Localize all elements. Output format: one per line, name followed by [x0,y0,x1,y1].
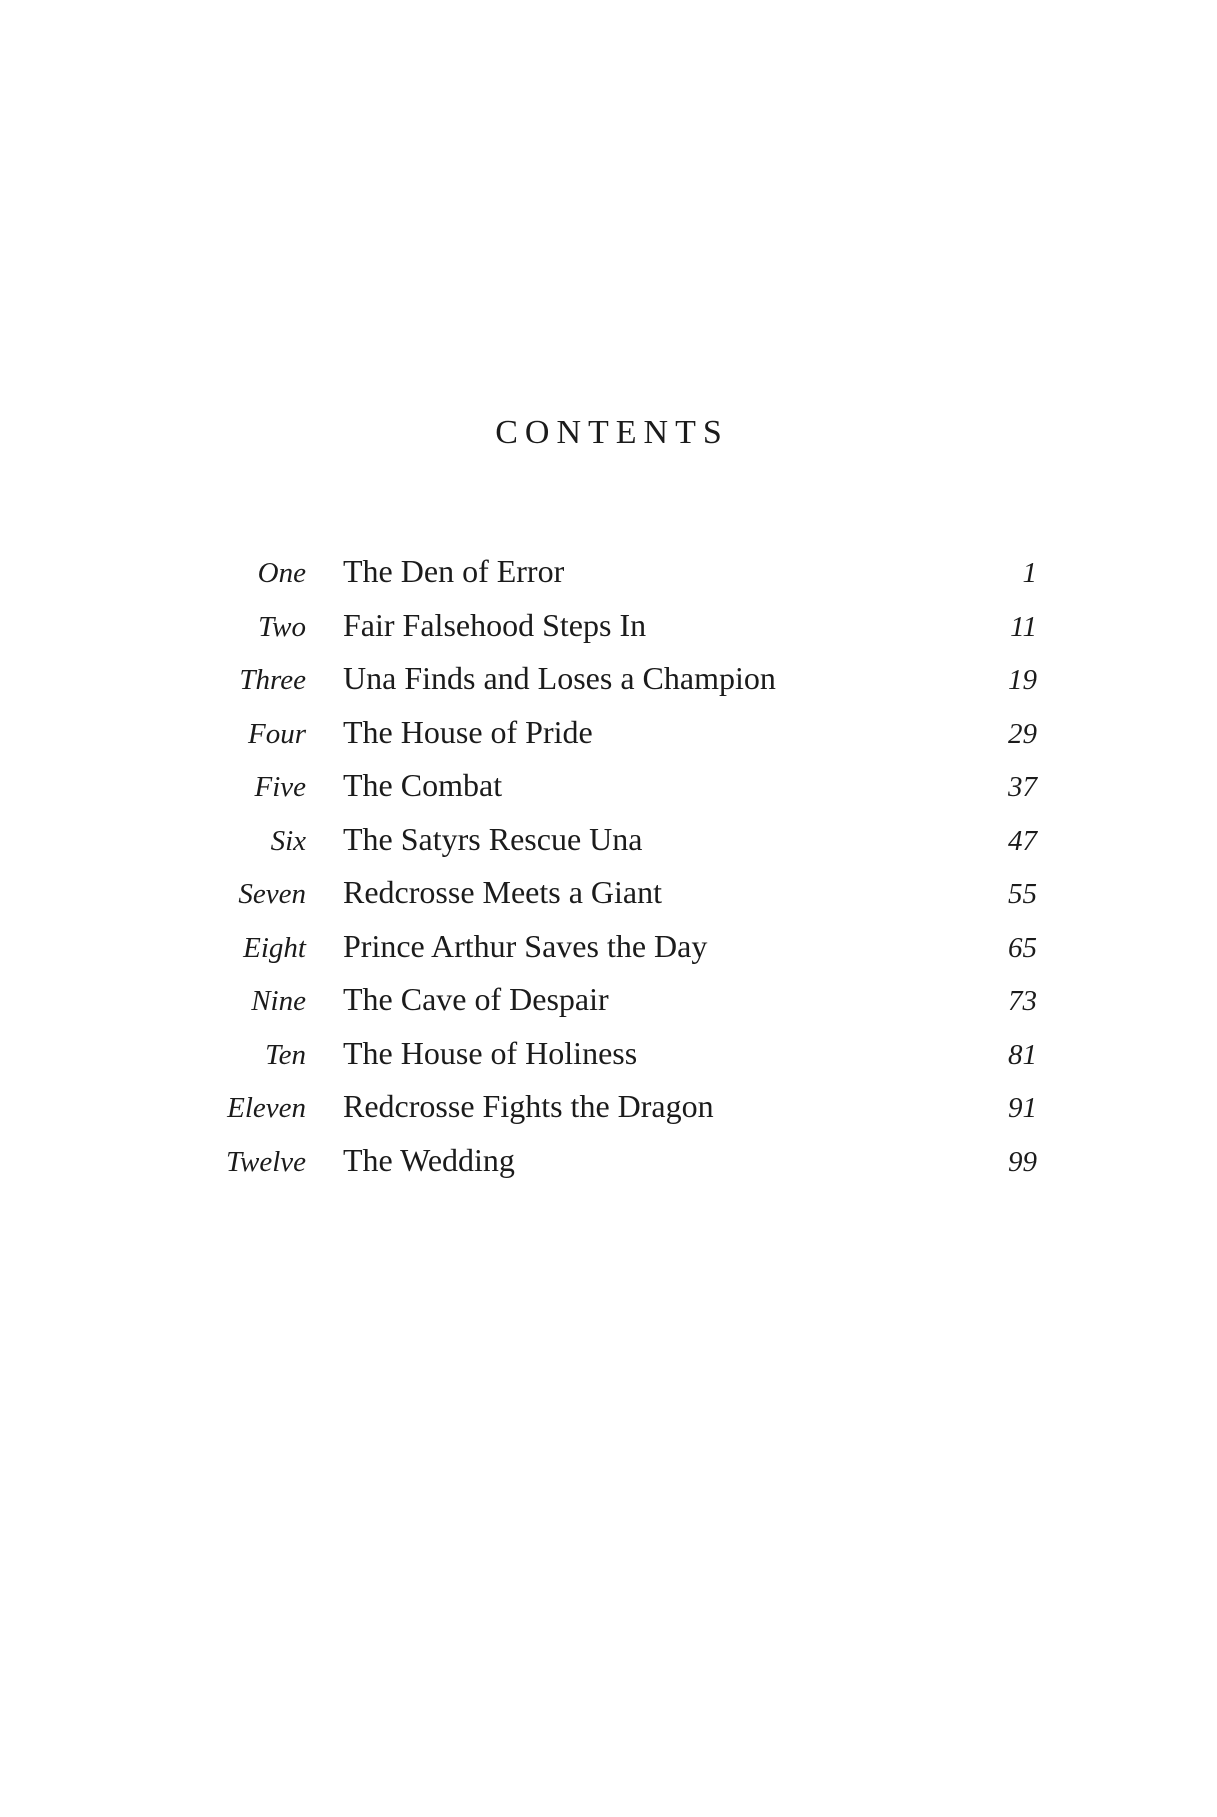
chapter-title: The Wedding [343,1141,515,1178]
chapter-number: One [257,557,306,589]
chapter-number: Four [248,717,306,750]
chapter-number: Three [239,664,306,696]
chapter-title: The Satyrs Rescue Una [343,820,643,857]
chapter-title: The House of Holiness [343,1034,638,1071]
chapter-page-number: 19 [1008,664,1037,696]
toc-entry [180,973,1037,1027]
toc-entry [180,1027,1037,1081]
chapter-page-number: 65 [1008,931,1037,964]
chapter-title: Prince Arthur Saves the Day [343,927,708,964]
toc-entry [180,1080,1037,1134]
chapter-number: Six [270,824,306,857]
chapter-number: Nine [251,985,306,1017]
chapter-title: The Combat [343,767,503,803]
chapter-title: The Cave of Despair [343,981,609,1017]
chapter-title: The Den of Error [343,553,565,589]
chapter-page-number: 37 [1008,771,1037,803]
chapter-number: Ten [265,1038,306,1071]
table-of-contents [180,545,1037,1187]
chapter-page-number: 1 [1022,557,1037,589]
chapter-page-number: 11 [1010,610,1037,643]
chapter-page-number: 91 [1008,1092,1037,1124]
chapter-number: Twelve [226,1145,306,1178]
chapter-page-number: 73 [1008,985,1037,1017]
contents-heading: CONTENTS [495,414,729,451]
chapter-page-number: 81 [1008,1038,1037,1071]
chapter-number: Eleven [227,1092,306,1124]
chapter-title: Redcrosse Meets a Giant [343,874,663,910]
toc-entry [180,706,1037,760]
toc-entry [180,1134,1037,1188]
chapter-page-number: 55 [1008,878,1037,910]
toc-entry [180,599,1037,653]
chapter-number: Five [254,771,306,803]
toc-entry [180,759,1037,813]
toc-entry [180,866,1037,920]
chapter-page-number: 99 [1008,1145,1037,1178]
chapter-number: Seven [238,878,306,910]
toc-entry [180,652,1037,706]
chapter-title: Fair Falsehood Steps In [343,606,647,643]
chapter-page-number: 29 [1008,717,1037,750]
chapter-number: Eight [243,931,306,964]
chapter-title: Una Finds and Loses a Champion [343,660,776,696]
chapter-title: The House of Pride [343,713,593,750]
chapter-number: Two [258,610,306,643]
chapter-page-number: 47 [1008,824,1037,857]
toc-entry [180,813,1037,867]
chapter-title: Redcrosse Fights the Dragon [343,1088,714,1124]
toc-entry [180,545,1037,599]
toc-entry [180,920,1037,974]
